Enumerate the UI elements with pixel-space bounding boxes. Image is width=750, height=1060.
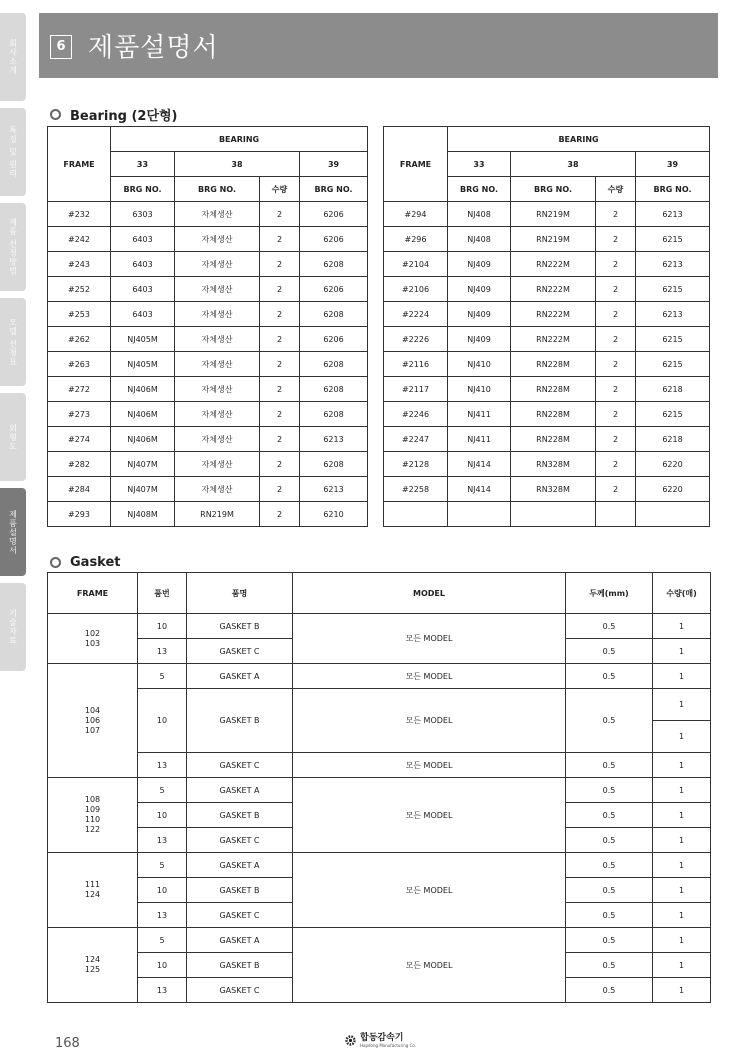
part-name-cell: GASKET B <box>187 803 293 828</box>
header-quantity: 수량(매) <box>653 573 711 614</box>
header-frame: FRAME <box>48 573 138 614</box>
table-cell: 6206 <box>300 202 368 227</box>
table-row <box>48 928 711 953</box>
part-no-cell: 13 <box>138 903 187 928</box>
table-cell <box>511 502 596 527</box>
part-name-cell: GASKET C <box>187 978 293 1003</box>
bullet-icon <box>50 557 61 568</box>
table-cell: RN219M <box>511 202 596 227</box>
table-cell: NJ414 <box>448 477 511 502</box>
part-no-cell: 5 <box>138 928 187 953</box>
table-cell: 6215 <box>636 277 710 302</box>
table-cell: 6213 <box>636 202 710 227</box>
quantity-cell: 1 <box>653 853 711 878</box>
table-row <box>48 664 711 689</box>
table-cell: NJ408 <box>448 202 511 227</box>
table-cell: RN219M <box>175 502 260 527</box>
part-name-cell: GASKET B <box>187 878 293 903</box>
table-cell <box>448 502 511 527</box>
table-cell: #293 <box>48 502 111 527</box>
sidebar-tab-tech-data[interactable]: 기술자료 <box>0 583 26 671</box>
table-row <box>384 502 710 527</box>
table-cell: 2 <box>260 327 300 352</box>
table-cell: RN328M <box>511 452 596 477</box>
part-name-cell: GASKET A <box>187 853 293 878</box>
table-cell: 6208 <box>300 252 368 277</box>
table-cell: NJ407M <box>111 452 175 477</box>
table-cell: NJ409 <box>448 252 511 277</box>
part-name-cell: GASKET C <box>187 639 293 664</box>
gasket-table <box>47 572 711 1003</box>
model-cell: 모든 MODEL <box>293 753 566 778</box>
table-cell: 2 <box>596 377 636 402</box>
table-cell: #243 <box>48 252 111 277</box>
part-no-cell: 10 <box>138 614 187 639</box>
header-part-name: 품명 <box>187 573 293 614</box>
table-cell: 2 <box>260 477 300 502</box>
table-row <box>384 477 710 502</box>
table-cell: NJ409 <box>448 302 511 327</box>
header-brg: BRG NO. <box>448 177 511 202</box>
part-no-cell: 10 <box>138 803 187 828</box>
table-cell: #274 <box>48 427 111 452</box>
table-cell: 2 <box>596 427 636 452</box>
table-cell: 2 <box>260 352 300 377</box>
table-cell: 6220 <box>636 452 710 477</box>
table-cell <box>596 502 636 527</box>
table-cell: 6206 <box>300 327 368 352</box>
quantity-cell: 1 <box>653 689 711 721</box>
quantity-cell: 1 <box>653 878 711 903</box>
table-cell <box>384 502 448 527</box>
table-cell: 6403 <box>111 302 175 327</box>
table-row <box>384 277 710 302</box>
table-cell: 6213 <box>300 477 368 502</box>
table-cell: #232 <box>48 202 111 227</box>
model-cell: 모든 MODEL <box>293 614 566 664</box>
table-row <box>48 614 711 639</box>
table-cell: #272 <box>48 377 111 402</box>
quantity-cell: 1 <box>653 803 711 828</box>
header-model: MODEL <box>293 573 566 614</box>
header-frame: FRAME <box>48 127 111 202</box>
table-cell: NJ407M <box>111 477 175 502</box>
table-row <box>384 327 710 352</box>
part-no-cell: 10 <box>138 878 187 903</box>
table-row <box>384 202 710 227</box>
thickness-cell: 0.5 <box>566 928 653 953</box>
model-cell: 모든 MODEL <box>293 664 566 689</box>
table-row <box>48 477 368 502</box>
table-cell: 2 <box>260 302 300 327</box>
table-row <box>48 352 368 377</box>
table-cell: NJ411 <box>448 402 511 427</box>
header-part-no: 품번 <box>138 573 187 614</box>
table-cell: RN222M <box>511 252 596 277</box>
table-cell: #2224 <box>384 302 448 327</box>
thickness-cell: 0.5 <box>566 978 653 1003</box>
table-cell: NJ409 <box>448 277 511 302</box>
table-cell: 자체생산 <box>175 302 260 327</box>
thickness-cell: 0.5 <box>566 778 653 803</box>
header-38: 38 <box>175 152 300 177</box>
sidebar-tab-features[interactable]: 특징 및 원리 <box>0 108 26 196</box>
frame-cell: 104 106 107 <box>48 664 138 778</box>
table-cell: 2 <box>596 302 636 327</box>
table-cell: 자체생산 <box>175 377 260 402</box>
thickness-cell: 0.5 <box>566 664 653 689</box>
table-row <box>384 452 710 477</box>
thickness-cell: 0.5 <box>566 853 653 878</box>
table-cell: 2 <box>260 202 300 227</box>
bearing-section-title: Bearing (2단형) <box>50 105 178 124</box>
gasket-section-title: Gasket <box>50 555 121 570</box>
table-cell: 2 <box>260 227 300 252</box>
part-name-cell: GASKET C <box>187 903 293 928</box>
header-brg: BRG NO. <box>175 177 260 202</box>
thickness-cell: 0.5 <box>566 689 653 753</box>
sidebar-tab-company[interactable]: 회사소개 <box>0 13 26 101</box>
table-cell: #284 <box>48 477 111 502</box>
table-cell: NJ405M <box>111 352 175 377</box>
bullet-icon <box>50 109 61 120</box>
table-cell: RN228M <box>511 377 596 402</box>
table-row <box>384 252 710 277</box>
table-cell: 2 <box>596 402 636 427</box>
table-cell: 6208 <box>300 377 368 402</box>
table-cell: 자체생산 <box>175 277 260 302</box>
table-row <box>384 377 710 402</box>
table-row <box>384 427 710 452</box>
frame-cell: 124 125 <box>48 928 138 1003</box>
table-cell: 6218 <box>636 377 710 402</box>
table-cell: #262 <box>48 327 111 352</box>
table-cell: 6403 <box>111 227 175 252</box>
header-brg: BRG NO. <box>511 177 596 202</box>
table-cell: 6403 <box>111 277 175 302</box>
frame-cell: 111 124 <box>48 853 138 928</box>
table-cell: 6220 <box>636 477 710 502</box>
table-cell: NJ410 <box>448 377 511 402</box>
table-row <box>48 202 368 227</box>
chapter-number: 6 <box>50 35 72 59</box>
sidebar-tab-selection[interactable]: 제품 선정방법 <box>0 203 26 291</box>
table-cell: #2247 <box>384 427 448 452</box>
thickness-cell: 0.5 <box>566 753 653 778</box>
model-cell: 모든 MODEL <box>293 853 566 928</box>
table-row <box>48 227 368 252</box>
table-cell: #296 <box>384 227 448 252</box>
table-cell: 2 <box>596 227 636 252</box>
header-brg: BRG NO. <box>111 177 175 202</box>
page-title: 제품설명서 <box>88 33 219 63</box>
part-no-cell: 13 <box>138 753 187 778</box>
table-row <box>48 778 711 803</box>
table-cell: #2246 <box>384 402 448 427</box>
header-38: 38 <box>511 152 636 177</box>
table-row <box>48 302 368 327</box>
table-cell: 자체생산 <box>175 327 260 352</box>
thickness-cell: 0.5 <box>566 803 653 828</box>
page-header <box>39 13 718 78</box>
bearing-table-left <box>47 126 368 527</box>
part-no-cell: 13 <box>138 978 187 1003</box>
part-no-cell: 10 <box>138 953 187 978</box>
header-39: 39 <box>636 152 710 177</box>
table-cell: 6206 <box>300 227 368 252</box>
part-no-cell: 13 <box>138 828 187 853</box>
table-cell: #252 <box>48 277 111 302</box>
table-cell: #2106 <box>384 277 448 302</box>
sidebar-tab-manual[interactable]: 제품설명서 <box>0 488 26 576</box>
table-cell: 6215 <box>636 402 710 427</box>
table-cell: 2 <box>260 427 300 452</box>
part-name-cell: GASKET B <box>187 689 293 753</box>
table-cell: 자체생산 <box>175 252 260 277</box>
table-cell: #242 <box>48 227 111 252</box>
table-cell: 6206 <box>300 277 368 302</box>
quantity-cell: 1 <box>653 978 711 1003</box>
part-name-cell: GASKET B <box>187 614 293 639</box>
table-cell: 6213 <box>636 302 710 327</box>
table-cell: #2226 <box>384 327 448 352</box>
table-cell: 2 <box>596 202 636 227</box>
quantity-cell: 1 <box>653 778 711 803</box>
part-name-cell: GASKET B <box>187 953 293 978</box>
table-cell: 6208 <box>300 352 368 377</box>
table-cell: 2 <box>596 452 636 477</box>
table-cell: #263 <box>48 352 111 377</box>
part-name-cell: GASKET A <box>187 778 293 803</box>
header-bearing: BEARING <box>111 127 368 152</box>
table-cell: RN219M <box>511 227 596 252</box>
part-no-cell: 10 <box>138 689 187 753</box>
page-number: 168 <box>55 1036 80 1051</box>
table-row <box>384 302 710 327</box>
table-cell: 6215 <box>636 327 710 352</box>
table-cell: #253 <box>48 302 111 327</box>
table-row <box>48 853 711 878</box>
table-cell: NJ409 <box>448 327 511 352</box>
thickness-cell: 0.5 <box>566 953 653 978</box>
table-row <box>48 327 368 352</box>
table-cell: NJ410 <box>448 352 511 377</box>
table-row <box>384 402 710 427</box>
table-cell: 자체생산 <box>175 227 260 252</box>
header-brg: BRG NO. <box>636 177 710 202</box>
table-cell: 2 <box>596 277 636 302</box>
table-cell: 2 <box>260 452 300 477</box>
table-row <box>384 352 710 377</box>
part-no-cell: 5 <box>138 664 187 689</box>
thickness-cell: 0.5 <box>566 639 653 664</box>
table-cell: 2 <box>596 352 636 377</box>
part-name-cell: GASKET C <box>187 828 293 853</box>
table-row <box>48 753 711 778</box>
table-cell: NJ406M <box>111 402 175 427</box>
table-cell: 자체생산 <box>175 427 260 452</box>
table-cell: RN228M <box>511 402 596 427</box>
table-cell: 6218 <box>636 427 710 452</box>
thickness-cell: 0.5 <box>566 614 653 639</box>
table-cell: 자체생산 <box>175 402 260 427</box>
part-no-cell: 5 <box>138 778 187 803</box>
table-cell: 6208 <box>300 302 368 327</box>
thickness-cell: 0.5 <box>566 878 653 903</box>
part-name-cell: GASKET A <box>187 928 293 953</box>
header-thickness: 두께(mm) <box>566 573 653 614</box>
table-cell: RN222M <box>511 302 596 327</box>
sidebar-tab-dimensions[interactable]: 외형도 <box>0 393 26 481</box>
quantity-cell: 1 <box>653 664 711 689</box>
table-cell: 6213 <box>636 252 710 277</box>
quantity-cell: 1 <box>653 903 711 928</box>
part-name-cell: GASKET C <box>187 753 293 778</box>
model-cell: 모든 MODEL <box>293 689 566 753</box>
table-cell: RN222M <box>511 277 596 302</box>
header-bearing: BEARING <box>448 127 710 152</box>
table-cell: #2258 <box>384 477 448 502</box>
table-cell: NJ406M <box>111 427 175 452</box>
table-cell: 2 <box>596 327 636 352</box>
table-cell: #2116 <box>384 352 448 377</box>
table-cell: NJ414 <box>448 452 511 477</box>
table-row <box>48 377 368 402</box>
table-cell: 6208 <box>300 452 368 477</box>
sidebar-tab-model-table[interactable]: 모델 선정표 <box>0 298 26 386</box>
table-cell: 6215 <box>636 227 710 252</box>
table-cell: 자체생산 <box>175 477 260 502</box>
thickness-cell: 0.5 <box>566 828 653 853</box>
header-qty: 수량 <box>260 177 300 202</box>
table-cell: 자체생산 <box>175 202 260 227</box>
table-cell: RN328M <box>511 477 596 502</box>
model-cell: 모든 MODEL <box>293 928 566 1003</box>
gear-icon <box>344 1034 357 1047</box>
table-cell: NJ408M <box>111 502 175 527</box>
header-frame: FRAME <box>384 127 448 202</box>
table-cell: #2104 <box>384 252 448 277</box>
header-brg: BRG NO. <box>300 177 368 202</box>
table-cell: 2 <box>260 377 300 402</box>
quantity-cell: 1 <box>653 639 711 664</box>
table-cell <box>636 502 710 527</box>
quantity-cell: 1 <box>653 721 711 753</box>
table-cell: 2 <box>260 277 300 302</box>
model-cell: 모든 MODEL <box>293 778 566 853</box>
table-cell: #2128 <box>384 452 448 477</box>
table-row <box>48 402 368 427</box>
table-cell: 2 <box>596 252 636 277</box>
table-row <box>48 427 368 452</box>
table-cell: 6213 <box>300 427 368 452</box>
table-cell: 2 <box>260 502 300 527</box>
table-cell: RN228M <box>511 352 596 377</box>
table-row <box>48 689 711 721</box>
table-cell: RN222M <box>511 327 596 352</box>
bearing-table-right <box>383 126 710 527</box>
quantity-cell: 1 <box>653 614 711 639</box>
table-cell: #282 <box>48 452 111 477</box>
table-cell: 2 <box>260 402 300 427</box>
quantity-cell: 1 <box>653 828 711 853</box>
quantity-cell: 1 <box>653 928 711 953</box>
table-cell: 자체생산 <box>175 452 260 477</box>
table-cell: 2 <box>260 252 300 277</box>
table-cell: NJ405M <box>111 327 175 352</box>
table-cell: #2117 <box>384 377 448 402</box>
table-row <box>384 227 710 252</box>
table-cell: #273 <box>48 402 111 427</box>
table-cell: #294 <box>384 202 448 227</box>
table-row <box>48 452 368 477</box>
table-cell: 6303 <box>111 202 175 227</box>
table-cell: 6215 <box>636 352 710 377</box>
header-33: 33 <box>448 152 511 177</box>
table-cell: 6208 <box>300 402 368 427</box>
frame-cell: 108 109 110 122 <box>48 778 138 853</box>
table-cell: 6210 <box>300 502 368 527</box>
table-row <box>48 252 368 277</box>
table-row <box>48 277 368 302</box>
table-cell: 6403 <box>111 252 175 277</box>
table-cell: NJ408 <box>448 227 511 252</box>
header-33: 33 <box>111 152 175 177</box>
company-logo: 합동감속기 Hapdong Manufacturing Co. <box>344 1033 416 1048</box>
quantity-cell: 1 <box>653 753 711 778</box>
quantity-cell: 1 <box>653 953 711 978</box>
table-cell: 2 <box>596 477 636 502</box>
table-row <box>48 502 368 527</box>
header-39: 39 <box>300 152 368 177</box>
header-qty: 수량 <box>596 177 636 202</box>
frame-cell: 102 103 <box>48 614 138 664</box>
part-no-cell: 5 <box>138 853 187 878</box>
part-name-cell: GASKET A <box>187 664 293 689</box>
thickness-cell: 0.5 <box>566 903 653 928</box>
part-no-cell: 13 <box>138 639 187 664</box>
table-cell: NJ411 <box>448 427 511 452</box>
table-cell: 자체생산 <box>175 352 260 377</box>
table-cell: NJ406M <box>111 377 175 402</box>
table-cell: RN228M <box>511 427 596 452</box>
